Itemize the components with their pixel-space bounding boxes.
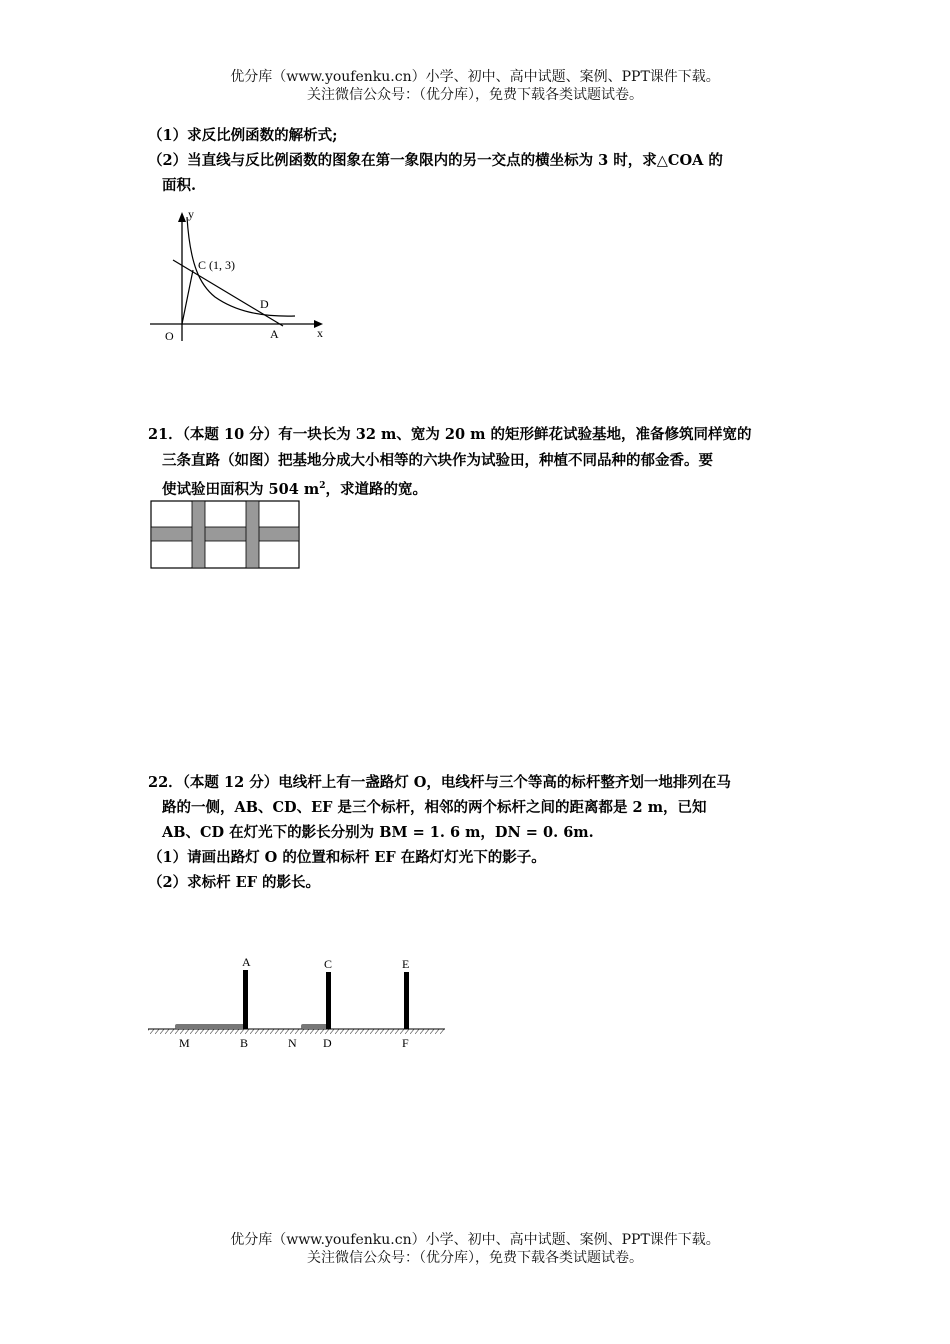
label-a: A bbox=[270, 327, 279, 341]
field-roads-figure bbox=[150, 500, 302, 570]
footer-line-1: 优分库（www.youfenku.cn）小学、初中、高中试题、案例、PPT课件下载。 bbox=[230, 1232, 720, 1248]
label-y: y bbox=[188, 207, 194, 221]
label-n: N bbox=[288, 1036, 297, 1050]
q21-line-3 bbox=[162, 475, 427, 501]
label-d: D bbox=[260, 297, 269, 311]
q22-part1: （1）请画出路灯 O 的位置和标杆 EF 在路灯灯光下的影子。 bbox=[148, 849, 546, 866]
q20-part2-cont: 面积. bbox=[162, 177, 197, 194]
q22-part2: （2）求标杆 EF 的影长。 bbox=[148, 874, 321, 891]
label-b: B bbox=[240, 1036, 249, 1050]
pole-ab bbox=[243, 970, 248, 1029]
inverse-function-figure bbox=[140, 205, 340, 350]
label-d: D bbox=[323, 1036, 332, 1050]
q21-line-3-text: 使试验田面积为 504 m bbox=[162, 480, 320, 498]
q21-line-1: 21．（本题 10 分）有一块长为 32 m、宽为 20 m 的矩形鲜花试验基地，准备修筑同样宽的 bbox=[148, 426, 752, 443]
label-x: x bbox=[317, 326, 323, 340]
q20-part2: （2）当直线与反比例函数的图象在第一象限内的另一交点的横坐标为 3 时，求△COA 的 bbox=[148, 152, 723, 169]
header-line-2: 关注微信公众号：（优分库），免费下载各类试题试卷。 bbox=[307, 87, 643, 103]
ground-hatch bbox=[148, 1029, 445, 1034]
header-line-1: 优分库（www.youfenku.cn）小学、初中、高中试题、案例、PPT课件下载。 bbox=[230, 69, 720, 85]
q21-line-2: 三条直路（如图）把基地分成大小相等的六块作为试验田，种植不同品种的郁金香。要 bbox=[162, 452, 713, 469]
label-c: C bbox=[324, 957, 333, 971]
q22-line-3: AB、CD 在灯光下的影长分别为 BM = 1. 6 m，DN = 0. 6m. bbox=[162, 824, 594, 841]
q21-superscript: 2 bbox=[319, 481, 326, 491]
footer-line-2: 关注微信公众号：（优分库），免费下载各类试题试卷。 bbox=[307, 1250, 643, 1266]
pole-ef bbox=[404, 972, 409, 1029]
label-o: O bbox=[165, 329, 174, 343]
q22-line-2: 路的一侧，AB、CD、EF 是三个标杆，相邻的两个标杆之间的距离都是 2 m，已知 bbox=[162, 799, 707, 816]
q22-line-1: 22．（本题 12 分）电线杆上有一盏路灯 O，电线杆与三个等高的标杆整齐划一地排列在马 bbox=[148, 774, 731, 791]
y-arrow bbox=[178, 212, 186, 222]
road-intersection-2 bbox=[247, 528, 259, 541]
road-intersection-1 bbox=[193, 528, 205, 541]
label-e: E bbox=[402, 957, 410, 971]
q21-line-3-end: ，求道路的宽。 bbox=[325, 480, 427, 498]
horizontal-road bbox=[151, 527, 299, 541]
segment-oc bbox=[182, 270, 193, 324]
label-a: A bbox=[242, 955, 251, 969]
shadow-bm bbox=[175, 1024, 245, 1029]
label-m: M bbox=[179, 1036, 190, 1050]
shadow-dn bbox=[301, 1024, 329, 1029]
poles-shadow-figure bbox=[145, 950, 450, 1055]
q20-part1: （1）求反比例函数的解析式; bbox=[148, 127, 338, 144]
label-c: C (1, 3) bbox=[198, 258, 235, 272]
pole-cd bbox=[326, 972, 331, 1029]
label-f: F bbox=[402, 1036, 409, 1050]
